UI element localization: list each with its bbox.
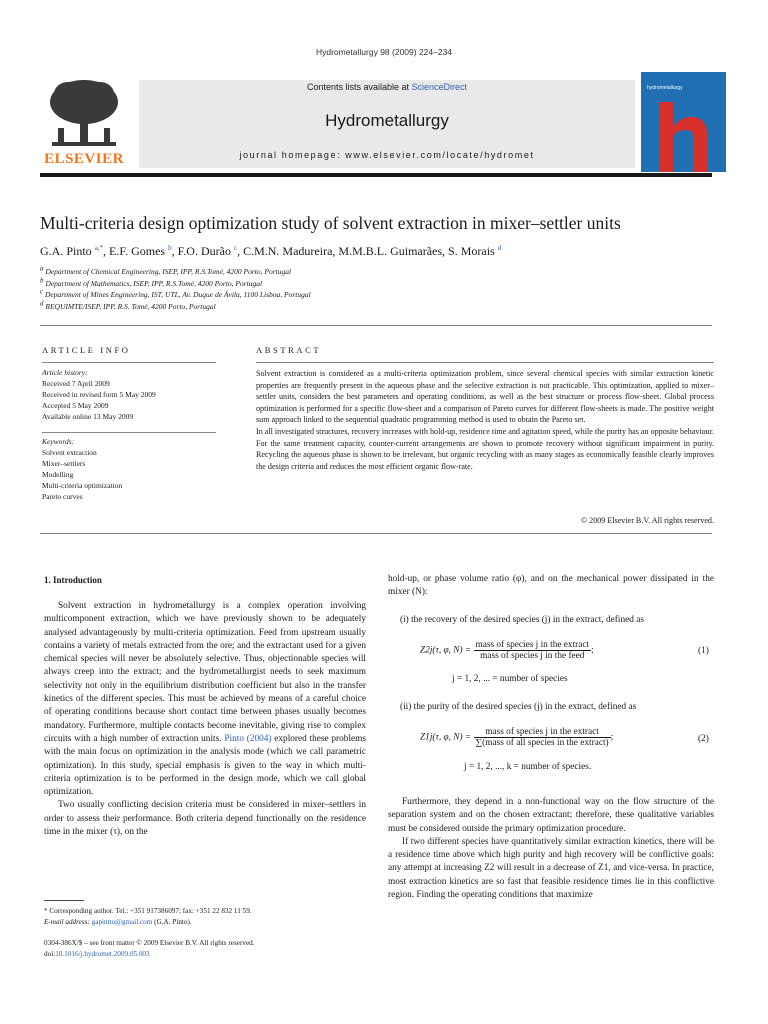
equation-2-condition: j = 1, 2, ..., k = number of species. bbox=[464, 762, 592, 772]
author-marks[interactable]: b bbox=[168, 244, 172, 252]
right-column-body bbox=[388, 796, 714, 902]
equation-2: Z1j(τ, φ, N) = $\frac{\text{mass of species j in the extract}}{\text{∑(mass of all species in the extract)}}$ ; bbox=[420, 727, 614, 748]
front-matter bbox=[44, 938, 366, 960]
list-item-purity: (ii) the purity of the desired species (j) in the extract, defined as bbox=[400, 702, 637, 712]
author-name: F.O. Durão bbox=[177, 244, 231, 258]
history-label: Article history: bbox=[42, 368, 88, 377]
article-history bbox=[42, 367, 222, 422]
divider bbox=[256, 362, 714, 363]
affiliation: $^d$ REQUIMTE/ISEP, IPP, R.S. Tomé, 4200 Porto, Portugal bbox=[40, 299, 216, 311]
author-name: C.M.N. Madureira, M.M.B.L. Guimarães, S. Morais bbox=[243, 244, 495, 258]
corresponding-author-note: * Corresponding author. Tel.: +351 917386097; fax: +351 22 832 11 59. bbox=[44, 907, 252, 915]
doi-line: doi:10.1016/j.hydromet.2009.05.003 bbox=[44, 950, 150, 958]
abstract-paragraph: In all investigated structures, recovery increases with hold-up, residence time and agitation speed, while the purity has an opposite behaviour. For the same treatment capacity, counter-current arrangements are shown to promote recovery without significant impairment in purity. Recycling the aqueous phase is shown to be irrelevant, but organic recycling with as many stages as economically feasible clearly improves the design criteria and reduces the most efficient organic flow-rate. bbox=[256, 426, 714, 471]
email-note: E-mail address: gapintto@gmail.com (G.A. Pinto). bbox=[44, 918, 192, 926]
history-item: Received 7 April 2009 bbox=[42, 379, 110, 388]
keyword: Pareto curves bbox=[42, 492, 83, 501]
contents-prefix: Contents lists available at bbox=[306, 82, 412, 92]
body-paragraph: Furthermore, they depend in a non-functional way on the flow structure of the separation system and on the chosen extractant; therefore, these qualitative variables must be considered outside the primary optimization procedure. bbox=[388, 797, 714, 834]
copyright: © 2009 Elsevier B.V. All rights reserved. bbox=[580, 516, 714, 525]
equation-1-condition: j = 1, 2, ... = number of species bbox=[452, 674, 568, 684]
header-rule bbox=[40, 173, 712, 177]
footnote-rule bbox=[44, 900, 84, 901]
divider bbox=[42, 362, 216, 363]
divider bbox=[40, 325, 712, 326]
keywords-label: Keywords: bbox=[42, 437, 75, 446]
journal-homepage[interactable]: journal homepage: www.elsevier.com/locate/hydromet bbox=[239, 150, 535, 160]
article-title: Multi-criteria design optimization study of solvent extraction in mixer–settler units bbox=[40, 213, 621, 233]
keyword: Solvent extraction bbox=[42, 448, 97, 457]
cover-title: hydrometallurgy bbox=[647, 85, 683, 91]
abstract-paragraph: Solvent extraction is considered as a multi-criteria optimization problem, since several chemical species with similar extraction kinetic properties are frequently present in the aqueous phase and the selective extraction is not practicable. This optimization, applied to mixer–settler units, considers the best parameters and operating conditions, as well as the best structure or process flow-sheet. Global process optimization is performed for a specific flow-sheet and a comparison of Pareto curves for different flow-sheets is made. The positive weight sum approach linked to the sequential quadratic programming method is used to obtain the Pareto set. bbox=[256, 369, 714, 425]
eq1-denominator: mass of species j in the feed bbox=[480, 651, 585, 661]
equation-number: (2) bbox=[698, 734, 709, 744]
doi-link[interactable]: 10.1016/j.hydromet.2009.05.003 bbox=[55, 950, 150, 958]
sciencedirect-link[interactable]: ScienceDirect bbox=[411, 82, 468, 92]
journal-name: Hydrometallurgy bbox=[325, 111, 449, 130]
eq1-numerator: mass of species j in the extract bbox=[475, 640, 590, 650]
keyword: Multi-criteria optimization bbox=[42, 481, 123, 490]
issn-line: 0304-386X/$ – see front matter © 2009 Elsevier B.V. All rights reserved. bbox=[44, 939, 255, 947]
section-heading: 1. Introduction bbox=[44, 575, 102, 585]
equation-number: (1) bbox=[698, 646, 709, 656]
body-paragraph: Two usually conflicting decision criteria must be considered in mixer–settlers in order to assess their performance. Both criteria depend functionally on the residence time in the mixer (τ), on the bbox=[44, 800, 366, 838]
equation-1: Z2j(τ, φ, N) = $\frac{\text{mass of species j in the extract}}{\text{mass of species j in the feed}}$ ; bbox=[420, 640, 594, 661]
keywords bbox=[42, 436, 222, 502]
intro-body bbox=[44, 600, 366, 839]
affiliation: $^c$ Department of Mines Engineering, IST, UTL, Av. Duque de Ávila, 1100 Lisboa, Portugal bbox=[40, 287, 311, 299]
eq2-numerator: mass of species j in the extract bbox=[474, 727, 611, 738]
elsevier-wordmark: ELSEVIER bbox=[44, 151, 124, 167]
author-name: E.F. Gomes bbox=[109, 244, 166, 258]
history-item: Accepted 5 May 2009 bbox=[42, 401, 109, 410]
author-name: G.A. Pinto bbox=[40, 244, 92, 258]
contents-line bbox=[139, 82, 635, 92]
author-list: G.A. Pinto $^{a,*}$, E.F. Gomes $^b$, F.O. Durão $^c$, C.M.N. Madureira, M.M.B.L. Guimarães, S. Morais $^d$ bbox=[40, 244, 502, 258]
affiliation: $^a$ Department of Chemical Engineering, ISEP, IPP, R.S.Tomé, 4200 Porto, Portugal bbox=[40, 264, 292, 276]
divider bbox=[40, 533, 712, 534]
divider bbox=[42, 432, 216, 433]
abstract-heading: ABSTRACT bbox=[256, 345, 322, 355]
email-link[interactable]: gapintto@gmail.com bbox=[91, 918, 153, 926]
abstract-body bbox=[256, 368, 714, 472]
eq2-denominator: ∑(mass of all species in the extract) bbox=[475, 738, 609, 748]
right-column-text: hold-up, or phase volume ratio (φ), and on the mechanical power dissipated in the mixer (N): bbox=[388, 574, 714, 598]
history-item: Available online 13 May 2009 bbox=[42, 412, 134, 421]
author-marks[interactable]: d bbox=[497, 244, 502, 252]
affiliation: $^b$ Department of Mathematics, ISEP, IPP, R.S.Tomé, 4200 Porto, Portugal bbox=[40, 276, 263, 288]
article-info-heading: ARTICLE INFO bbox=[42, 345, 131, 355]
footnotes bbox=[44, 906, 366, 928]
history-item: Received in revised form 5 May 2009 bbox=[42, 390, 156, 399]
keyword: Mixer–settlers bbox=[42, 459, 86, 468]
keyword: Modelling bbox=[42, 470, 74, 479]
author-marks[interactable]: c bbox=[233, 244, 238, 252]
citation-link[interactable]: Pinto (2004) bbox=[224, 733, 272, 744]
list-item-recovery: (i) the recovery of the desired species (j) in the extract, defined as bbox=[400, 615, 644, 625]
journal-reference: Hydrometallurgy 98 (2009) 224–234 bbox=[315, 47, 453, 57]
journal-cover bbox=[641, 72, 726, 172]
affiliations bbox=[40, 266, 540, 312]
body-paragraph: Solvent extraction in hydrometallurgy is a complex operation involving multicomponent extraction, which we have previously shown to be adequately analysed advantageously by multi-criteria optimization. Feed from upstream usually contains a variety of metals extracted from the ore; and the extractant used for a given chemical species will never be absolutely selective. Thus, objectionable species will always creep into the extract; and the hydrometallurgist needs to seek maximum selectivity not only in the equilibrium distribution coefficient but also in the transfer kinetics of the different species. This must be achieved by means of a careful choice of operating conditions because short contact time between phases usually becomes mandatory. Furthermore, multiple contacts become inevitable, giving rise to complex circuits with a high number of extraction units. Pinto (2004) explored these problems with the main focus on optimization in the analysis mode (which we call parametric optimization). In this study, special emphasis is given to the way in which multi-criteria optimization is to be performed in the design mode, which we call global optimization. bbox=[44, 601, 367, 798]
author-marks[interactable]: a,* bbox=[94, 244, 104, 252]
body-paragraph: If two different species have quantitatively similar extraction kinetics, there will be a residence time above which high purity and high recovery will be conflictive goals: any attempt at increasing Z2 will result in a decrease of Z1, and vice-versa. In practice, most extraction kinetics are so fast that feasible residence times lie in this conflictive region. Finding the operating conditions that maximize bbox=[388, 836, 714, 901]
